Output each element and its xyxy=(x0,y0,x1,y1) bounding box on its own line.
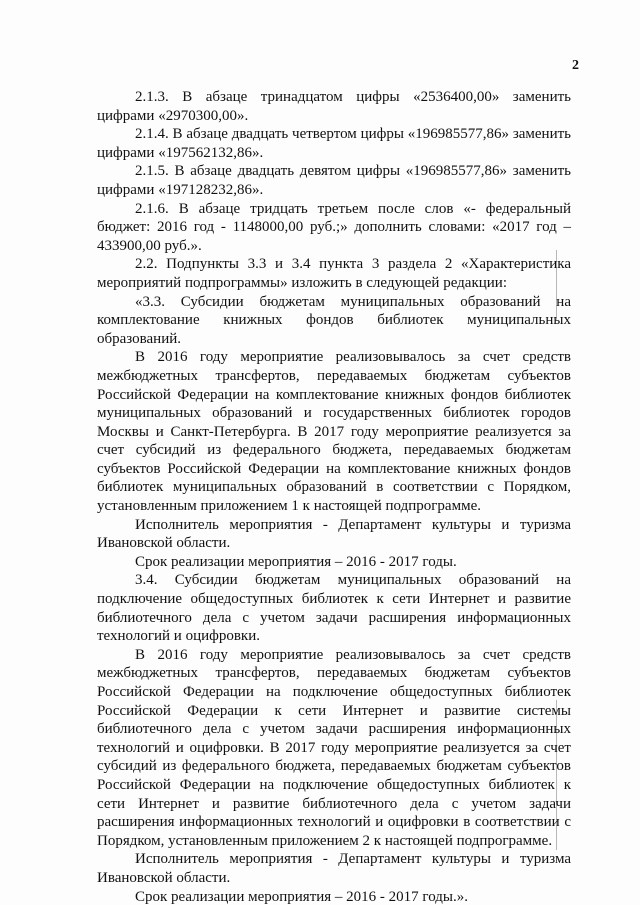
paragraph: 2.1.6. В абзаце тридцать третьем после слов «- федеральный бюджет: 2016 год - 1148000,00 руб.;» дополнить словами: «2017 год – 433900,00 руб.». xyxy=(97,200,571,254)
document-body xyxy=(97,88,571,906)
paragraph: 3.4. Субсидии бюджетам муниципальных образований на подключение общедоступных библиотек к сети Интернет и развитие библиотечного дела с учетом задачи расширения информационных технологий и оцифровки. xyxy=(97,572,571,645)
paragraph: В 2016 году мероприятие реализовывалось за счет средств межбюджетных трансфертов, передаваемых бюджетам субъектов Российской Федерации на подключение общедоступных библиотек Российской Федерации к сети Интернет и развитие системы библиотечного дела с учетом задачи расширения информационных технологий и оцифровки. В 2017 году мероприятие реализуется за счет субсидий из федерального бюджета, передаваемых бюджетам субъектов Российской Федерации на подключение общедоступных библиотек к сети Интернет и развитие библиотечного дела с учетом задачи расширения информационных технологий и оцифровки в соответствии с Порядком, установленным приложением 2 к настоящей подпрограмме. xyxy=(97,646,571,849)
paragraph: 2.2. Подпункты 3.3 и 3.4 пункта 3 раздела 2 «Характеристика мероприятий подпрограммы» изложить в следующей редакции: xyxy=(97,256,571,291)
paragraph: В 2016 году мероприятие реализовывалось за счет средств межбюджетных трансфертов, передаваемых бюджетам субъектов Российской Федерации на комплектование книжных фондов библиотек муниципальных образований и государственных библиотек городов Москвы и Санкт-Петербурга. В 2017 году мероприятие реализуется за счет субсидий из федерального бюджета, передаваемых бюджетам субъектов Российской Федерации на комплектование книжных фондов библиотек муниципальных образований в соответствии с Порядком, установленным приложением 1 к настоящей подпрограмме. xyxy=(97,349,571,515)
paragraph: Исполнитель мероприятия - Департамент культуры и туризма Ивановской области. xyxy=(97,851,571,886)
page-number: 2 xyxy=(572,58,579,73)
paragraph: 2.1.3. В абзаце тринадцатом цифры «2536400,00» заменить цифрами «2970300,00». xyxy=(97,89,571,124)
paragraph: Срок реализации мероприятия – 2016 - 2017 годы. xyxy=(135,553,457,570)
paragraph: 2.1.5. В абзаце двадцать девятом цифры «196985577,86» заменить цифрами «197128232,86». xyxy=(97,163,571,198)
paragraph: 2.1.4. В абзаце двадцать четвертом цифры «196985577,86» заменить цифрами «197562132,86». xyxy=(97,126,571,161)
paragraph: Срок реализации мероприятия – 2016 - 2017 годы.». xyxy=(135,888,468,905)
paragraph: Исполнитель мероприятия - Департамент культуры и туризма Ивановской области. xyxy=(97,516,571,552)
paragraph: «3.3. Субсидии бюджетам муниципальных образований на комплектование книжных фондов библиотек муниципальных образований. xyxy=(97,293,571,347)
